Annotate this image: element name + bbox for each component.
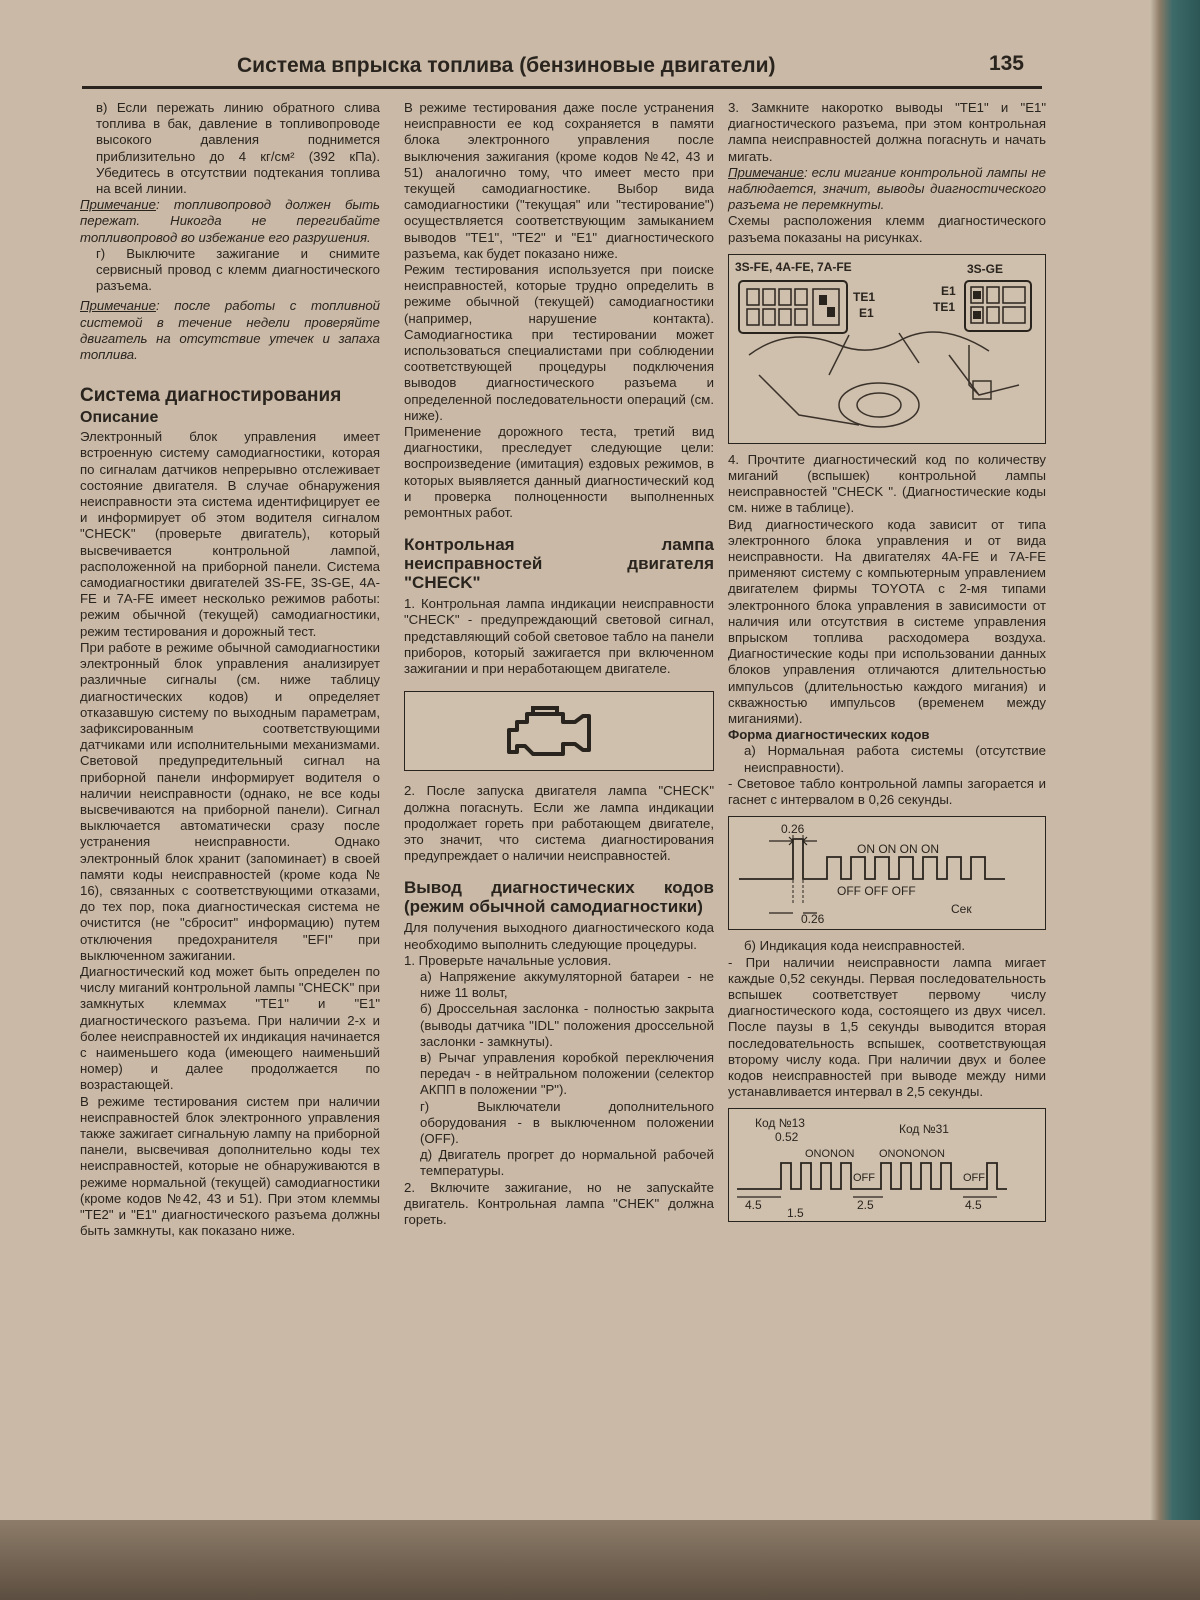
label-052: 0.52 xyxy=(775,1130,799,1145)
e1-pin xyxy=(827,307,835,317)
paragraph: Вид диагностического кода зависит от типа электронного блока управления и от вида неисправности. На двигателях 4A-FE и 7A-FE применяют систему с компьютерным управлением двигателем фирмы TOYOTA с 2-мя типами электронного блока управления в зависимости от наличия или отсутствия в системе управления впрыском топлива расходомера воздуха. Диагностические коды при использовании данных блоков управления отличаются длительностью импульсов (длительностью каждого мигания) и скважностью импульсов (временем между миганиями). xyxy=(728,516,1046,727)
list-item: а) Напряжение аккумуляторной батареи - не ниже 11 вольт, xyxy=(420,968,714,1001)
label-on2: ONONONON xyxy=(879,1148,945,1161)
heading-code-output: Вывод диагностических кодов (режим обычной самодиагностики) xyxy=(404,878,714,917)
note-label: Примечание xyxy=(80,197,156,213)
label-on: ON ON ON ON xyxy=(857,842,940,857)
note-label: Примечание xyxy=(728,164,804,180)
label-unit: Сек xyxy=(951,902,972,917)
label-e1: E1 xyxy=(859,305,874,320)
paragraph: Для получения выходного диагностического кода необходимо выполнить следующие процедуры. xyxy=(404,920,714,952)
label-t1: 0.26 xyxy=(781,822,805,837)
check-engine-figure xyxy=(404,691,714,771)
list-item: д) Двигатель прогрет до нормальной рабочей температуры. xyxy=(420,1147,714,1179)
list-item: в) Рычаг управления коробкой переключения передач - в нейтральном положении (селектор АКПП в положении "P"). xyxy=(420,1049,714,1098)
page-header xyxy=(82,52,1042,89)
paragraph: 1. Контрольная лампа индикации неисправности "CHECK" - предупреждающий световой сигнал, представляющий собой световое табло на панели приборов, который зажигается при включенном зажигании и при неработающем двигателе. xyxy=(404,596,714,677)
note-text: : топливопровод должен быть пережат. Никогда не перегибайте топливопровод во избежание его разрушения. xyxy=(80,197,380,245)
paragraph: Электронный блок управления имеет встроенную систему самодиагностики, которая по сигналам датчиков непрерывно отслеживает состояние двигателя. В случае обнаружения неисправности эта система идентифицирует ее и информирует об этом водителя сигналом "CHECK" (проверьте двигатель), который высвечивается контрольной лампой, расположенной на приборной панели. Система самодиагностики двигателей 3S-FE, 3S-GE, 4A-FE и 7A-FE имеет несколько режимов работы: режим обычной (текущей) самодиагностики, режим тестирования и дорожный тест. xyxy=(80,429,380,639)
paragraph: Диагностический код может быть определен по числу миганий контрольной лампы "CHECK" при замкнутых клеммах "TE1" и "E1" диагностического разъема. При наличии 2-х и более неисправностей их индикация начинается с наименьшего кода (имеющего наименьший номер) и далее продолжается по возрастающей. xyxy=(80,963,380,1093)
engine-sketch xyxy=(749,332,1019,427)
column-1 xyxy=(80,100,380,1239)
fig-label-left: 3S-FE, 4A-FE, 7A-FE xyxy=(735,259,852,274)
book-edge xyxy=(0,1520,1200,1600)
fault-code-figure xyxy=(728,1108,1046,1222)
note-text: : если мигание контрольной лампы не наблюдается, значит, выводы диагностического разъема не перемкнуты. xyxy=(728,164,1046,213)
subsection-title: Описание xyxy=(80,409,159,427)
label-15: 1.5 xyxy=(787,1206,804,1220)
paragraph: 2. После запуска двигателя лампа "CHECK" должна погаснуть. Если же лампа индикации продолжает гореть при работающем двигателе, это значит, что система диагностирования предупреждает о наличии неисправностей. xyxy=(404,783,714,864)
label-on1: ONONON xyxy=(805,1148,855,1161)
label-code13: Код №13 xyxy=(755,1116,805,1131)
paragraph: Схемы расположения клемм диагностического разъема показаны на рисунках. xyxy=(728,213,1046,245)
label-45b: 4.5 xyxy=(965,1198,982,1213)
section-title: Система диагностирования xyxy=(80,385,342,407)
label-off: OFF OFF OFF xyxy=(837,884,916,899)
label-off1: OFF xyxy=(853,1172,875,1185)
label-te1-right: TE1 xyxy=(933,299,956,314)
paragraph: - При наличии неисправности лампа мигает каждые 0,52 секунды. Первая последовательность вспышек соответствует первому числу диагностического кода, состоящего из двух чисел. После паузы в 1,5 секунды выводится вторая последовательность вспышек, соответствующая второму числу кода. При наличии двух и более кодов неисправностей при выводе между ними устанавливается интервал в 2,5 секунды. xyxy=(728,954,1046,1100)
note xyxy=(80,298,380,363)
fig-label-right: 3S-GE xyxy=(967,261,1004,276)
label-e1-right: E1 xyxy=(941,283,956,298)
normal-signal-figure xyxy=(728,816,1046,930)
paragraph: В режиме тестирования систем при наличии неисправностей блок электронного управления также зажигает сигнальную лампу на приборной панели, высвечивая дополнительно коды тех неисправностей, которые не обнаруживаются в режиме нормальной (текущей) самодиагностики (кроме кодов №42, 43 и 51). При этом клеммы "TE2" и "E1" диагностического разъема должны быть замкнуты, как показано ниже. xyxy=(80,1093,380,1239)
connector-figure xyxy=(728,254,1046,444)
label-code31: Код №31 xyxy=(899,1122,949,1137)
column-2 xyxy=(404,100,714,1228)
paragraph: в) Если пережать линию обратного слива топлива в бак, давление в топливопроводе высокого давления поднимется приблизительно до 4 кг/см² (392 кПа). Убедитесь в отсутствии подтекания топлива на всей линии. xyxy=(96,100,380,197)
connector-pins-left xyxy=(747,289,839,325)
page-number: 135 xyxy=(988,52,1024,75)
paragraph: Применение дорожного теста, третий вид диагностики, преследует следующие цели: воспроизведение (имитация) ездовых режимов, в которых выявляется данный диагностический код и проверка полноценности выполненных ремонтных работ. xyxy=(404,424,714,521)
note xyxy=(80,197,380,246)
heading-check-lamp: Контрольная лампа неисправностей двигателя "CHECK" xyxy=(404,535,714,593)
note-label: Примечание xyxy=(80,298,156,314)
paragraph: б) Индикация кода неисправностей. xyxy=(744,938,966,954)
list-item: б) Дроссельная заслонка - полностью закрыта (выводы датчика "IDL" положения дроссельной заслонки - замкнуты). xyxy=(420,1001,714,1049)
page-title: Система впрыска топлива (бензиновые двигатели) xyxy=(237,54,776,77)
connector-diagram xyxy=(729,255,1043,441)
te1-pin xyxy=(819,295,827,305)
check-engine-icon xyxy=(405,692,711,768)
paragraph: 4. Прочтите диагностический код по количеству миганий (вспышек) контрольной лампы неисправностей "CHECK ". (Диагностические коды см. ниже в таблице). xyxy=(728,451,1046,516)
paragraph: а) Нормальная работа системы (отсутствие неисправности). xyxy=(744,743,1046,775)
book-spine xyxy=(1150,0,1200,1600)
heading-code-form: Форма диагностических кодов xyxy=(728,727,930,743)
paragraph: 1. Проверьте начальные условия. xyxy=(404,952,612,968)
label-t2: 0.26 xyxy=(801,912,825,927)
label-te1: TE1 xyxy=(853,289,876,304)
label-25: 2.5 xyxy=(857,1198,874,1213)
paragraph: При работе в режиме обычной самодиагностики электронный блок управления анализирует различные сигналы (см. ниже таблицу диагностических кодов) и определяет отказавшую систему по выходным параметрам, зафиксированным соответствующими датчиками или исполнительными механизмами. Световой предупредительный сигнал на приборной панели информирует водителя о наличии неисправности (однако, не все коды высвечиваются на приборной панели). Сигнал выключается автоматически сразу после устранения неисправности. Однако электронный блок хранит (запоминает) в своей памяти коды неисправностей (кроме кода № 16), связанных с соответствующими отказами, до тех пор, пока диагностическая система не очистится (не "сбросит" информацию) путем отключения предохранителя "EFI" при выключенном зажигании. xyxy=(80,639,380,963)
fault-code-diagram xyxy=(729,1109,1043,1219)
paragraph: г) Выключите зажигание и снимите сервисный провод с клемм диагностического разъема. xyxy=(96,245,380,294)
note-text: : после работы с топливной системой в течение недели проверяйте двигатель на отсутствие утечек и запаха топлива. xyxy=(80,298,380,363)
normal-signal-diagram xyxy=(729,817,1043,927)
column-3 xyxy=(728,100,1046,1230)
paragraph: В режиме тестирования даже после устранения неисправности ее код сохраняется в памяти блока электронного управления после выключения зажигания (кроме кодов №42, 43 и 51) аналогично тому, что имеет место при текущей самодиагностике. Выбор вида самодиагностики ("текущая" или "тестирование") осуществляется соответствующим замыканием выводов "TE1", "TE2" и "E1" диагностического разъема, как будет показано ниже. xyxy=(404,100,714,261)
note xyxy=(728,165,1046,214)
label-45a: 4.5 xyxy=(745,1198,762,1213)
paragraph: 3. Замкните накоротко выводы "TE1" и "E1" диагностического разъема, при этом контрольная лампа неисправностей должна погаснуть и начать мигать. xyxy=(728,100,1046,164)
paragraph: 2. Включите зажигание, но не запускайте двигатель. Контрольная лампа "CHEK" должна гореть. xyxy=(404,1179,714,1227)
paragraph: Режим тестирования используется при поиске неисправностей, которые трудно определить в режиме обычной (текущей) самодиагностики (например, нарушение контакта). Самодиагностика при тестировании может использоваться специалистами при соблюдении соответствующей процедуры подключения выводов диагностического разъема и определенной последовательности операций (см. ниже). xyxy=(404,262,714,423)
paragraph: - Световое табло контрольной лампы загорается и гаснет с интервалом в 0,26 секунды. xyxy=(728,775,1046,808)
label-off2: OFF xyxy=(963,1172,985,1185)
list-item: г) Выключатели дополнительного оборудования - в выключенном положении (OFF). xyxy=(420,1098,714,1146)
